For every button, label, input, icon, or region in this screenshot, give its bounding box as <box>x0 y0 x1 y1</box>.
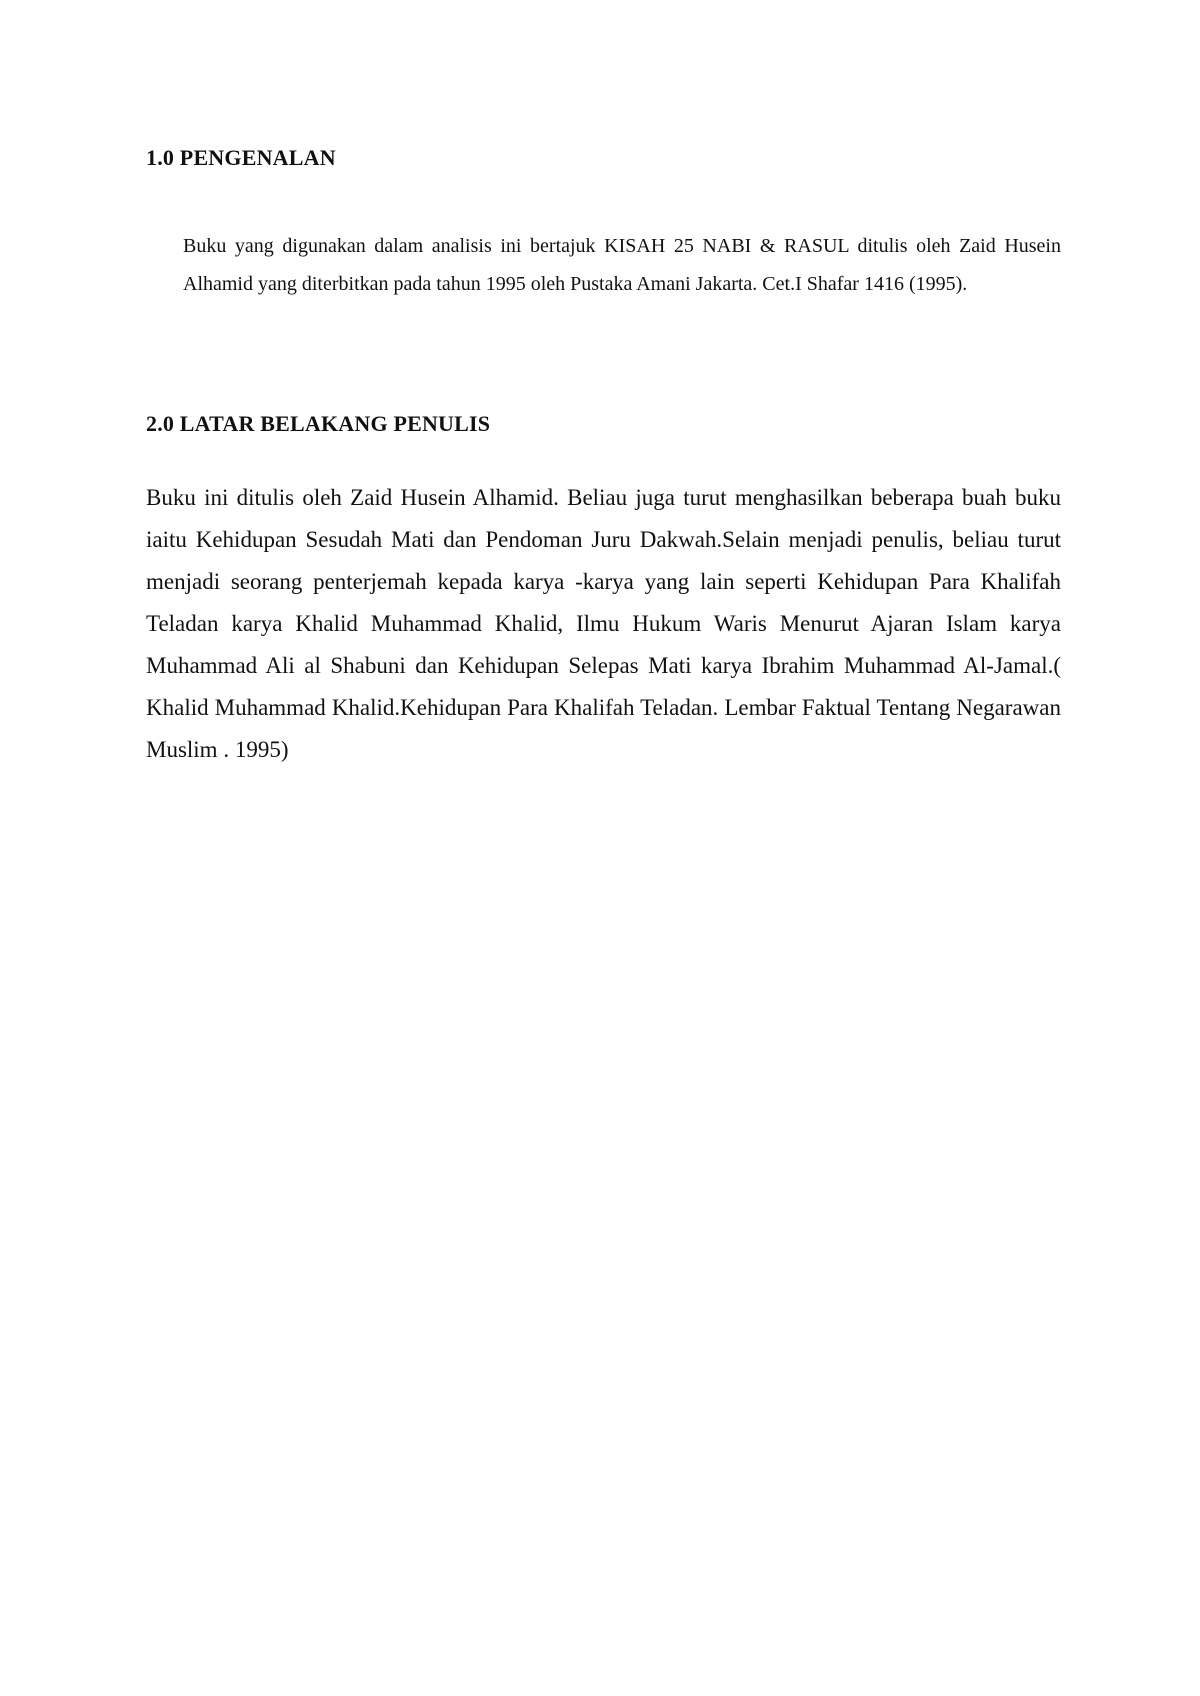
section-heading-pengenalan: 1.0 PENGENALAN <box>146 145 336 170</box>
paragraph-pengenalan: Buku yang digunakan dalam analisis ini bertajuk KISAH 25 NABI & RASUL ditulis oleh Zaid Husein Alhamid yang diterbitkan pada tahun 1995 oleh Pustaka Amani Jakarta. Cet.I Shafar 1416 (1995). <box>183 235 1061 295</box>
paragraph-latar-belakang-penulis: Buku ini ditulis oleh Zaid Husein Alhamid. Beliau juga turut menghasilkan beberapa buah buku iaitu Kehidupan Sesudah Mati dan Pendoman Juru Dakwah.Selain menjadi penulis, beliau turut menjadi seorang penterjemah kepada karya -karya yang lain seperti Kehidupan Para Khalifah Teladan karya Khalid Muhammad Khalid, Ilmu Hukum Waris Menurut Ajaran Islam karya Muhammad Ali al Shabuni dan Kehidupan Selepas Mati karya Ibrahim Muhammad Al-Jamal.( Khalid Muhammad Khalid.Kehidupan Para Khalifah Teladan. Lembar Faktual Tentang Negarawan Muslim . 1995) <box>146 485 1061 762</box>
section-heading-latar-belakang-penulis: 2.0 LATAR BELAKANG PENULIS <box>146 411 491 436</box>
